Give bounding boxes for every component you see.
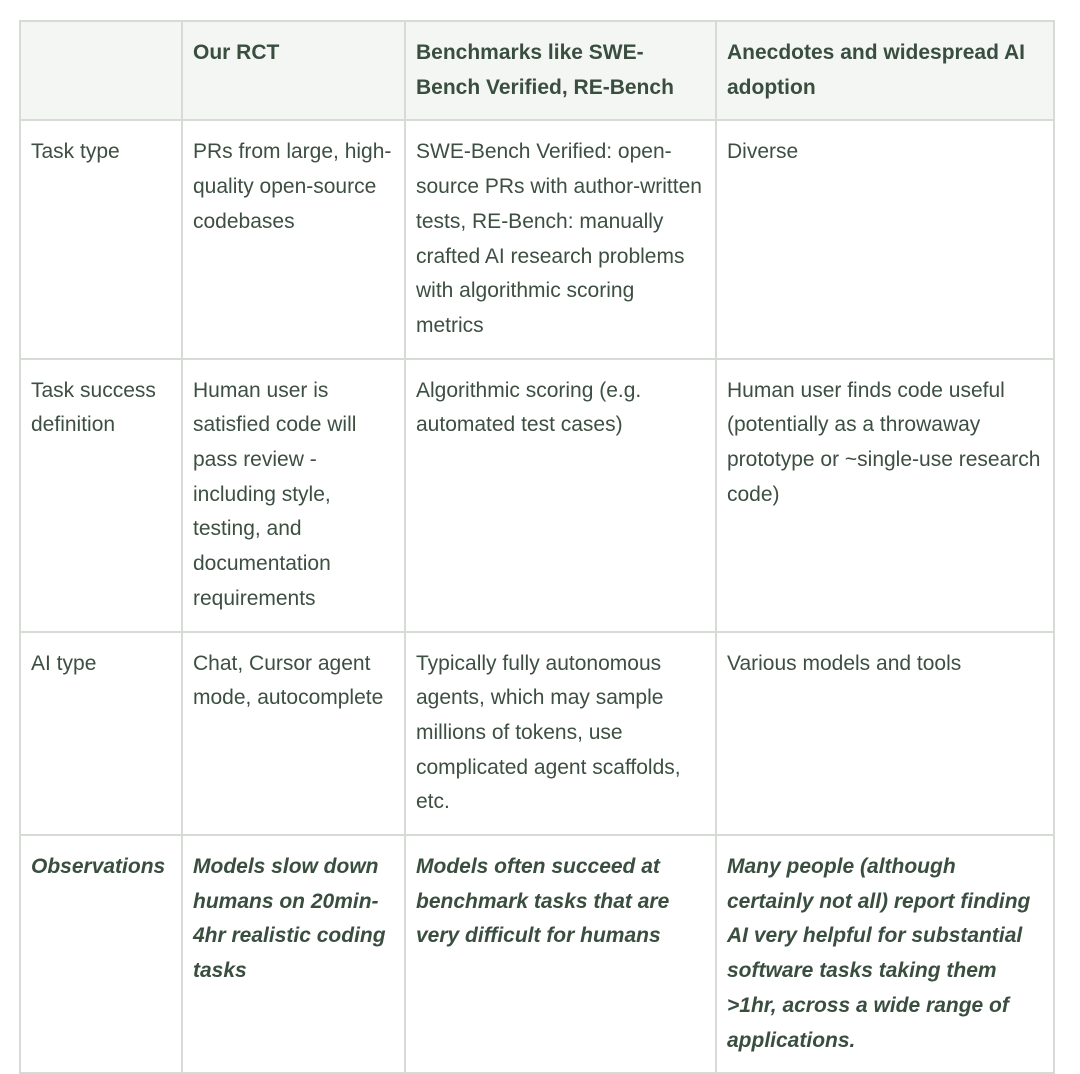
table-cell: Models slow down humans on 20min-4hr realistic coding tasks — [182, 835, 405, 1073]
header-anecdotes: Anecdotes and widespread AI adoption — [716, 21, 1054, 120]
table-cell: Human user is satisfied code will pass review - including style, testing, and documentation requirements — [182, 359, 405, 632]
table-cell: Various models and tools — [716, 632, 1054, 836]
table-row-task-type — [20, 120, 1054, 358]
row-label: Task type — [20, 120, 182, 358]
table-cell: Many people (although certainly not all) report finding AI very helpful for substantial software tasks taking them >1hr, across a wide range of applications. — [716, 835, 1054, 1073]
table-cell: Algorithmic scoring (e.g. automated test cases) — [405, 359, 716, 632]
header-empty — [20, 21, 182, 120]
comparison-table — [19, 20, 1055, 1074]
table-header-row — [20, 21, 1054, 120]
row-label: Observations — [20, 835, 182, 1073]
table-cell: SWE-Bench Verified: open-source PRs with author-written tests, RE-Bench: manually crafted AI research problems with algorithmic scoring metrics — [405, 120, 716, 358]
table-cell: Models often succeed at benchmark tasks that are very difficult for humans — [405, 835, 716, 1073]
row-label: Task success definition — [20, 359, 182, 632]
table-row-observations — [20, 835, 1054, 1073]
header-benchmarks: Benchmarks like SWE-Bench Verified, RE-Bench — [405, 21, 716, 120]
table-cell: Chat, Cursor agent mode, autocomplete — [182, 632, 405, 836]
table-cell: Typically fully autonomous agents, which may sample millions of tokens, use complicated agent scaffolds, etc. — [405, 632, 716, 836]
table-row-ai-type — [20, 632, 1054, 836]
table-row-task-success — [20, 359, 1054, 632]
comparison-table-container — [19, 20, 1053, 1074]
table-cell: Diverse — [716, 120, 1054, 358]
table-cell: Human user finds code useful (potentially as a throwaway prototype or ~single-use research code) — [716, 359, 1054, 632]
row-label: AI type — [20, 632, 182, 836]
header-our-rct: Our RCT — [182, 21, 405, 120]
table-cell: PRs from large, high-quality open-source codebases — [182, 120, 405, 358]
